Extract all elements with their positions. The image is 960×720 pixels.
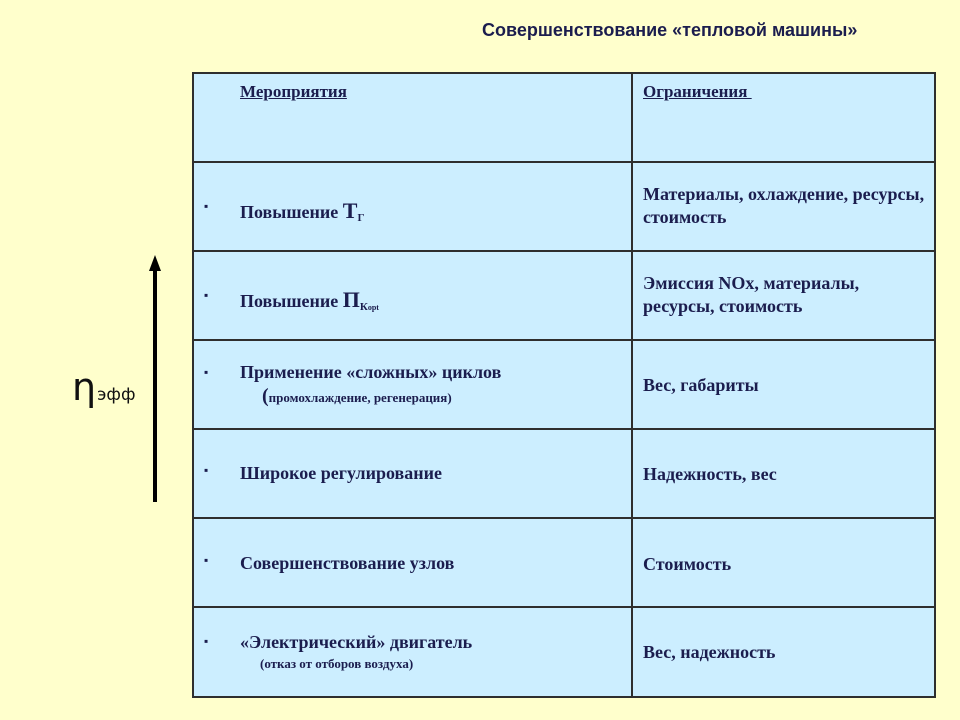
header-cell-limits: [632, 73, 935, 162]
measure-cell: [193, 251, 632, 340]
bullet-icon: ▪: [204, 634, 209, 648]
header-limits: Ограничения: [643, 82, 752, 101]
up-arrow-icon: [140, 255, 170, 505]
bullet-icon: ▪: [204, 199, 209, 213]
limit-cell: [632, 162, 935, 251]
limit-text: Материалы, охлаждение, ресурсы, стоимость: [643, 184, 925, 227]
table-header-row: [193, 73, 935, 162]
measure-cell: [193, 162, 632, 251]
measure-cell: [193, 607, 632, 697]
measure-cell: [193, 340, 632, 429]
temperature-subscript: Г: [357, 212, 365, 224]
limit-text: Стоимость: [643, 554, 732, 574]
measure-text: Широкое регулирование: [240, 463, 442, 483]
bullet-icon: ▪: [204, 463, 209, 477]
table-row: [193, 518, 935, 607]
efficiency-label: [72, 365, 136, 409]
limit-cell: [632, 518, 935, 607]
measure-text: «Электрический» двигатель: [240, 632, 473, 652]
measure-note: (промохлаждение, регенерация): [262, 385, 452, 407]
bullet-icon: ▪: [204, 288, 209, 302]
bullet-icon: ▪: [204, 553, 209, 567]
pressure-ratio-subscript-opt: opt: [367, 303, 379, 312]
measure-text: Совершенствование узлов: [240, 553, 455, 573]
table-row: [193, 251, 935, 340]
measure-text: Повышение ПКopt: [240, 287, 379, 313]
header-cell-measures: [193, 73, 632, 162]
measure-note: (отказ от отборов воздуха): [260, 656, 414, 671]
slide-title: Совершенствование «тепловой машины»: [482, 20, 858, 40]
limit-cell: [632, 607, 935, 697]
header-measures: Мероприятия: [240, 82, 347, 101]
limit-cell: [632, 429, 935, 518]
bullet-icon: ▪: [204, 365, 209, 379]
table-row: [193, 607, 935, 697]
eta-subscript: эфф: [97, 385, 136, 405]
limit-text: Эмиссия NOx, материалы, ресурсы, стоимость: [643, 273, 860, 316]
limit-text: Вес, надежность: [643, 642, 776, 662]
temperature-symbol: Т: [342, 198, 358, 223]
limit-text: Вес, габариты: [643, 375, 759, 395]
pressure-ratio-subscript: К: [359, 301, 368, 313]
table-row: [193, 162, 935, 251]
table-row: [193, 340, 935, 429]
measure-cell: [193, 429, 632, 518]
limit-cell: [632, 251, 935, 340]
limit-cell: [632, 340, 935, 429]
pressure-ratio-symbol: П: [342, 287, 360, 312]
table-row: [193, 429, 935, 518]
limit-text: Надежность, вес: [643, 464, 777, 484]
eta-symbol: η: [72, 365, 97, 409]
measure-text: Применение «сложных» циклов: [240, 362, 502, 382]
measures-table: [192, 72, 936, 698]
measure-text: Повышение ТГ: [240, 198, 365, 224]
measure-cell: [193, 518, 632, 607]
